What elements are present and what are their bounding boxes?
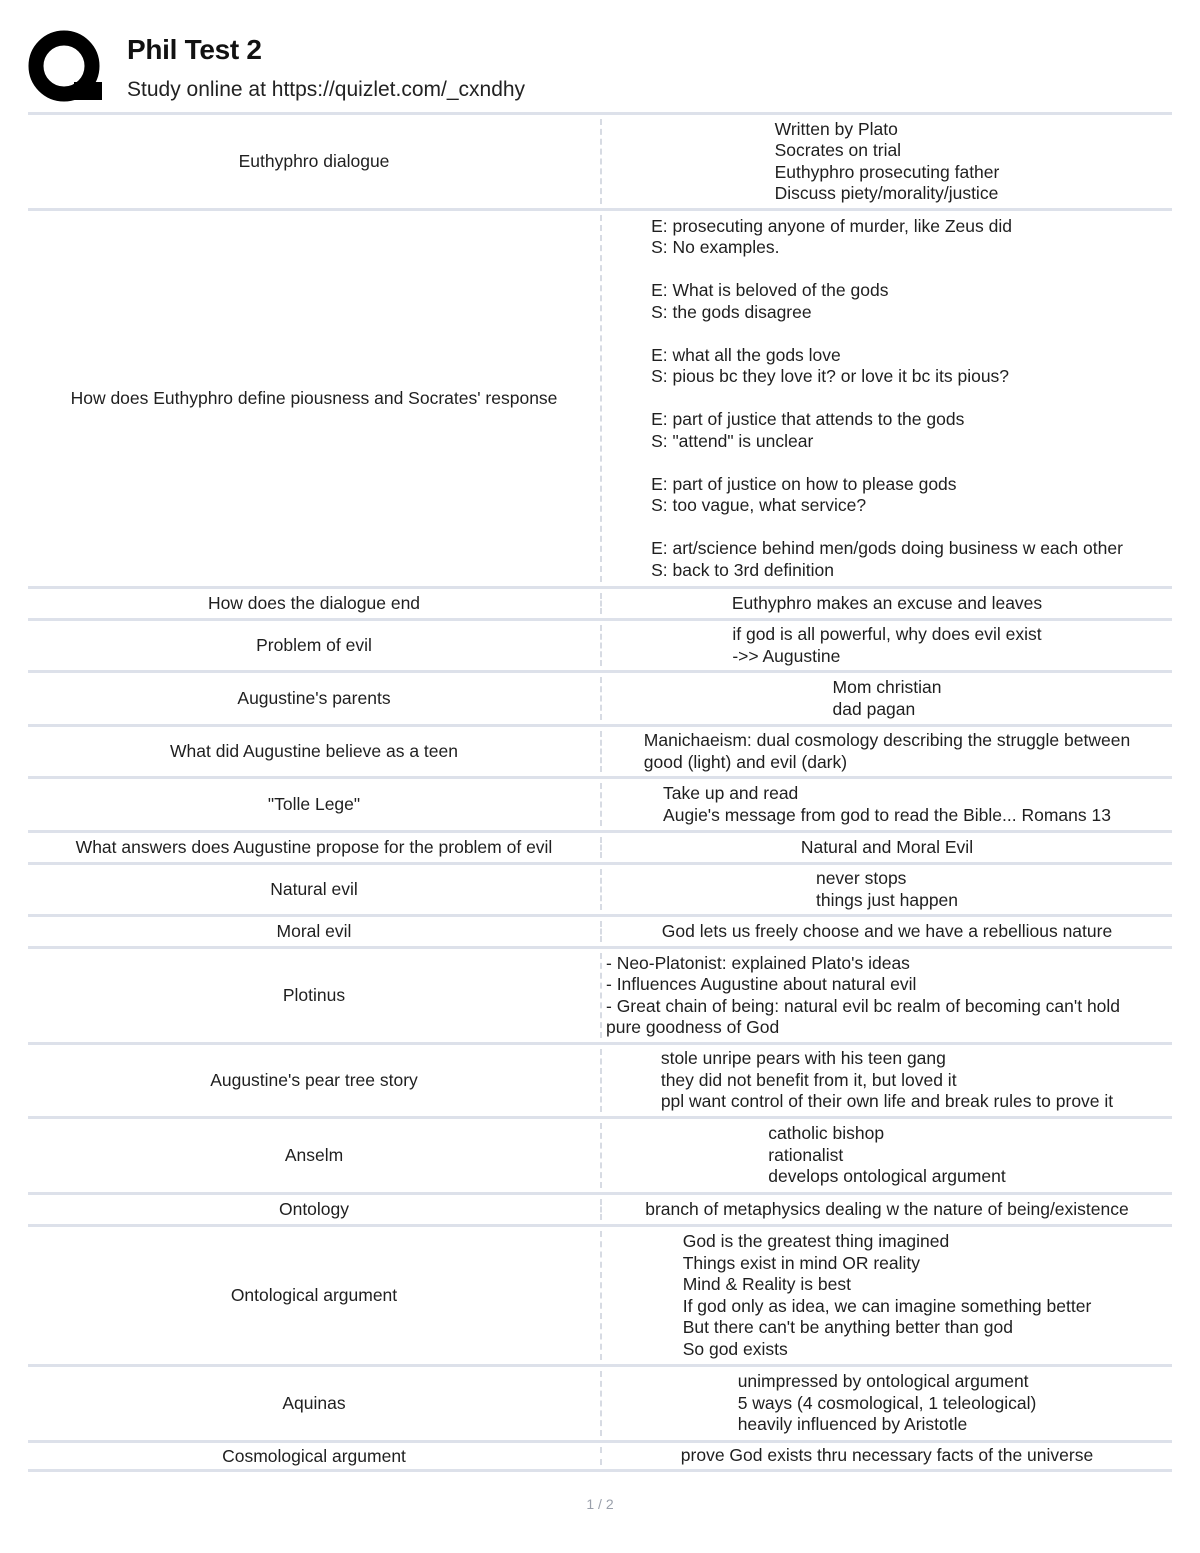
flashcard-row bbox=[28, 586, 1172, 618]
document-header bbox=[28, 28, 1178, 112]
flashcard-row bbox=[28, 1042, 1172, 1116]
card-term: Ontology bbox=[278, 1199, 350, 1219]
card-term: What did Augustine believe as a teen bbox=[170, 741, 458, 761]
flashcard-row bbox=[28, 830, 1172, 862]
card-term: Plotinus bbox=[282, 985, 346, 1005]
card-definition: Euthyphro makes an excuse and leaves bbox=[731, 592, 1043, 613]
card-term: Augustine's pear tree story bbox=[210, 1070, 418, 1090]
page-number: 1 / 2 bbox=[586, 1496, 614, 1512]
card-term: Problem of evil bbox=[256, 635, 372, 655]
flashcard-row bbox=[28, 208, 1172, 586]
card-term: Cosmological argument bbox=[222, 1445, 406, 1466]
card-term: Anselm bbox=[284, 1145, 344, 1165]
quizlet-q-logo-icon bbox=[28, 28, 106, 106]
card-definition: unimpressed by ontological argument 5 ways (4 cosmological, 1 teleological) heavily influenced by Aristotle bbox=[737, 1371, 1037, 1435]
flashcard-row bbox=[28, 1224, 1172, 1364]
card-term: How does the dialogue end bbox=[207, 593, 421, 613]
card-term: Moral evil bbox=[276, 921, 352, 941]
flashcard-row bbox=[28, 1116, 1172, 1192]
card-definition: never stops things just happen bbox=[815, 868, 959, 910]
card-term: Augustine's parents bbox=[237, 688, 391, 708]
card-definition: catholic bishop rationalist develops ontological argument bbox=[768, 1123, 1006, 1187]
card-definition: God is the greatest thing imagined Things exist in mind OR reality Mind & Reality is best If god only as idea, we can imagine something better But there can't be anything better than god So god exists bbox=[682, 1231, 1092, 1359]
card-definition: prove God exists thru necessary facts of the universe bbox=[680, 1445, 1094, 1466]
card-definition: stole unripe pears with his teen gang they did not benefit from it, but loved it ppl want control of their own life and break rules to prove it bbox=[660, 1048, 1114, 1112]
card-definition: Natural and Moral Evil bbox=[800, 836, 974, 857]
card-definition: Written by Plato Socrates on trial Euthyphro prosecuting father Discuss piety/morality/justice bbox=[774, 118, 1000, 203]
flashcard-row bbox=[28, 914, 1172, 946]
flashcard-row bbox=[28, 724, 1172, 776]
page-title: Phil Test 2 bbox=[127, 34, 262, 65]
card-definition: - Neo-Platonist: explained Plato's ideas - Influences Augustine about natural evil - Great chain of being: natural evil bc realm of becoming can't hold pure goodness of God bbox=[606, 952, 1121, 1037]
card-term: Ontological argument bbox=[230, 1285, 398, 1305]
flashcard-row bbox=[28, 1440, 1172, 1472]
card-term: How does Euthyphro define piousness and Socrates' response bbox=[70, 388, 558, 408]
flashcard-row bbox=[28, 862, 1172, 914]
card-term: Euthyphro dialogue bbox=[238, 151, 390, 171]
card-definition: Manichaeism: dual cosmology describing the struggle between good (light) and evil (dark) bbox=[643, 730, 1131, 772]
flashcard-row bbox=[28, 1192, 1172, 1224]
card-definition: branch of metaphysics dealing w the nature of being/existence bbox=[645, 1198, 1129, 1219]
card-definition: Mom christian dad pagan bbox=[832, 677, 942, 719]
flashcard-row bbox=[28, 776, 1172, 830]
card-term: "Tolle Lege" bbox=[267, 794, 361, 814]
card-term: Natural evil bbox=[270, 879, 358, 899]
flashcard-row bbox=[28, 618, 1172, 670]
card-definition: E: prosecuting anyone of murder, like Zeus did S: No examples. E: What is beloved of the gods S: the gods disagree E: what all the gods love S: pious bc they love it? or love it bc its pious? E: part of justice that attends to the gods S: "attend" is unclear E: part of justice on how to please gods S: too vague, what service? E: art/science behind men/gods doing business w each other S: back to 3rd definition bbox=[651, 215, 1123, 580]
flashcard-row bbox=[28, 1364, 1172, 1440]
flashcard-row bbox=[28, 112, 1172, 208]
card-definition: Take up and read Augie's message from god to read the Bible... Romans 13 bbox=[663, 783, 1111, 825]
card-definition: if god is all powerful, why does evil exist ->> Augustine bbox=[732, 624, 1042, 666]
card-term: What answers does Augustine propose for the problem of evil bbox=[75, 837, 553, 857]
flashcard-row bbox=[28, 946, 1172, 1042]
flashcard-row bbox=[28, 670, 1172, 724]
card-term: Aquinas bbox=[282, 1393, 346, 1413]
card-definition: God lets us freely choose and we have a rebellious nature bbox=[661, 920, 1113, 941]
page-subtitle: Study online at https://quizlet.com/_cxndhy bbox=[127, 78, 526, 101]
flashcard-list bbox=[28, 112, 1172, 1472]
